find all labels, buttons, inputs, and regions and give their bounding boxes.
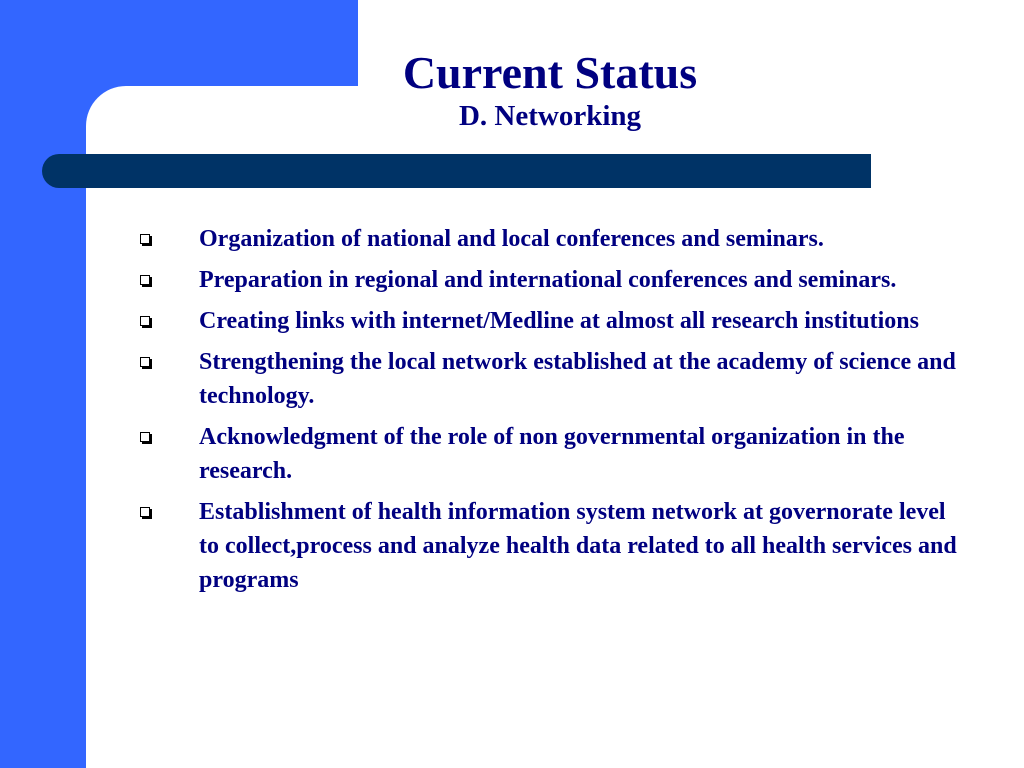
bullet-item xyxy=(138,420,968,488)
slide-title: Current Status xyxy=(402,47,698,98)
slide-subtitle: D. Networking xyxy=(458,100,642,132)
bullet-item xyxy=(138,495,968,597)
bullet-text: Strengthening the local network established at the academy of science and technology. xyxy=(199,349,956,409)
hollow-square-bullet-icon xyxy=(140,234,150,244)
hollow-square-bullet-icon xyxy=(140,357,150,367)
hollow-square-bullet-icon xyxy=(140,275,150,285)
bullet-item xyxy=(138,263,968,297)
title-block xyxy=(300,46,800,132)
bullet-item xyxy=(138,222,968,256)
bullet-item xyxy=(138,304,968,338)
bullet-text: Preparation in regional and international conferences and seminars. xyxy=(199,267,897,293)
bullet-list xyxy=(138,222,968,604)
hollow-square-bullet-icon xyxy=(140,507,150,517)
bullet-text: Organization of national and local conferences and seminars. xyxy=(199,226,824,252)
bullet-text: Creating links with internet/Medline at almost all research institutions xyxy=(199,308,919,334)
bullet-text: Acknowledgment of the role of non governmental organization in the research. xyxy=(199,424,905,484)
hollow-square-bullet-icon xyxy=(140,316,150,326)
bullet-item xyxy=(138,345,968,413)
hollow-square-bullet-icon xyxy=(140,432,150,442)
bullet-text: Establishment of health information system network at governorate level to collect,process and analyze health data related to all health services and programs xyxy=(199,499,957,593)
title-divider-bar xyxy=(42,154,871,188)
